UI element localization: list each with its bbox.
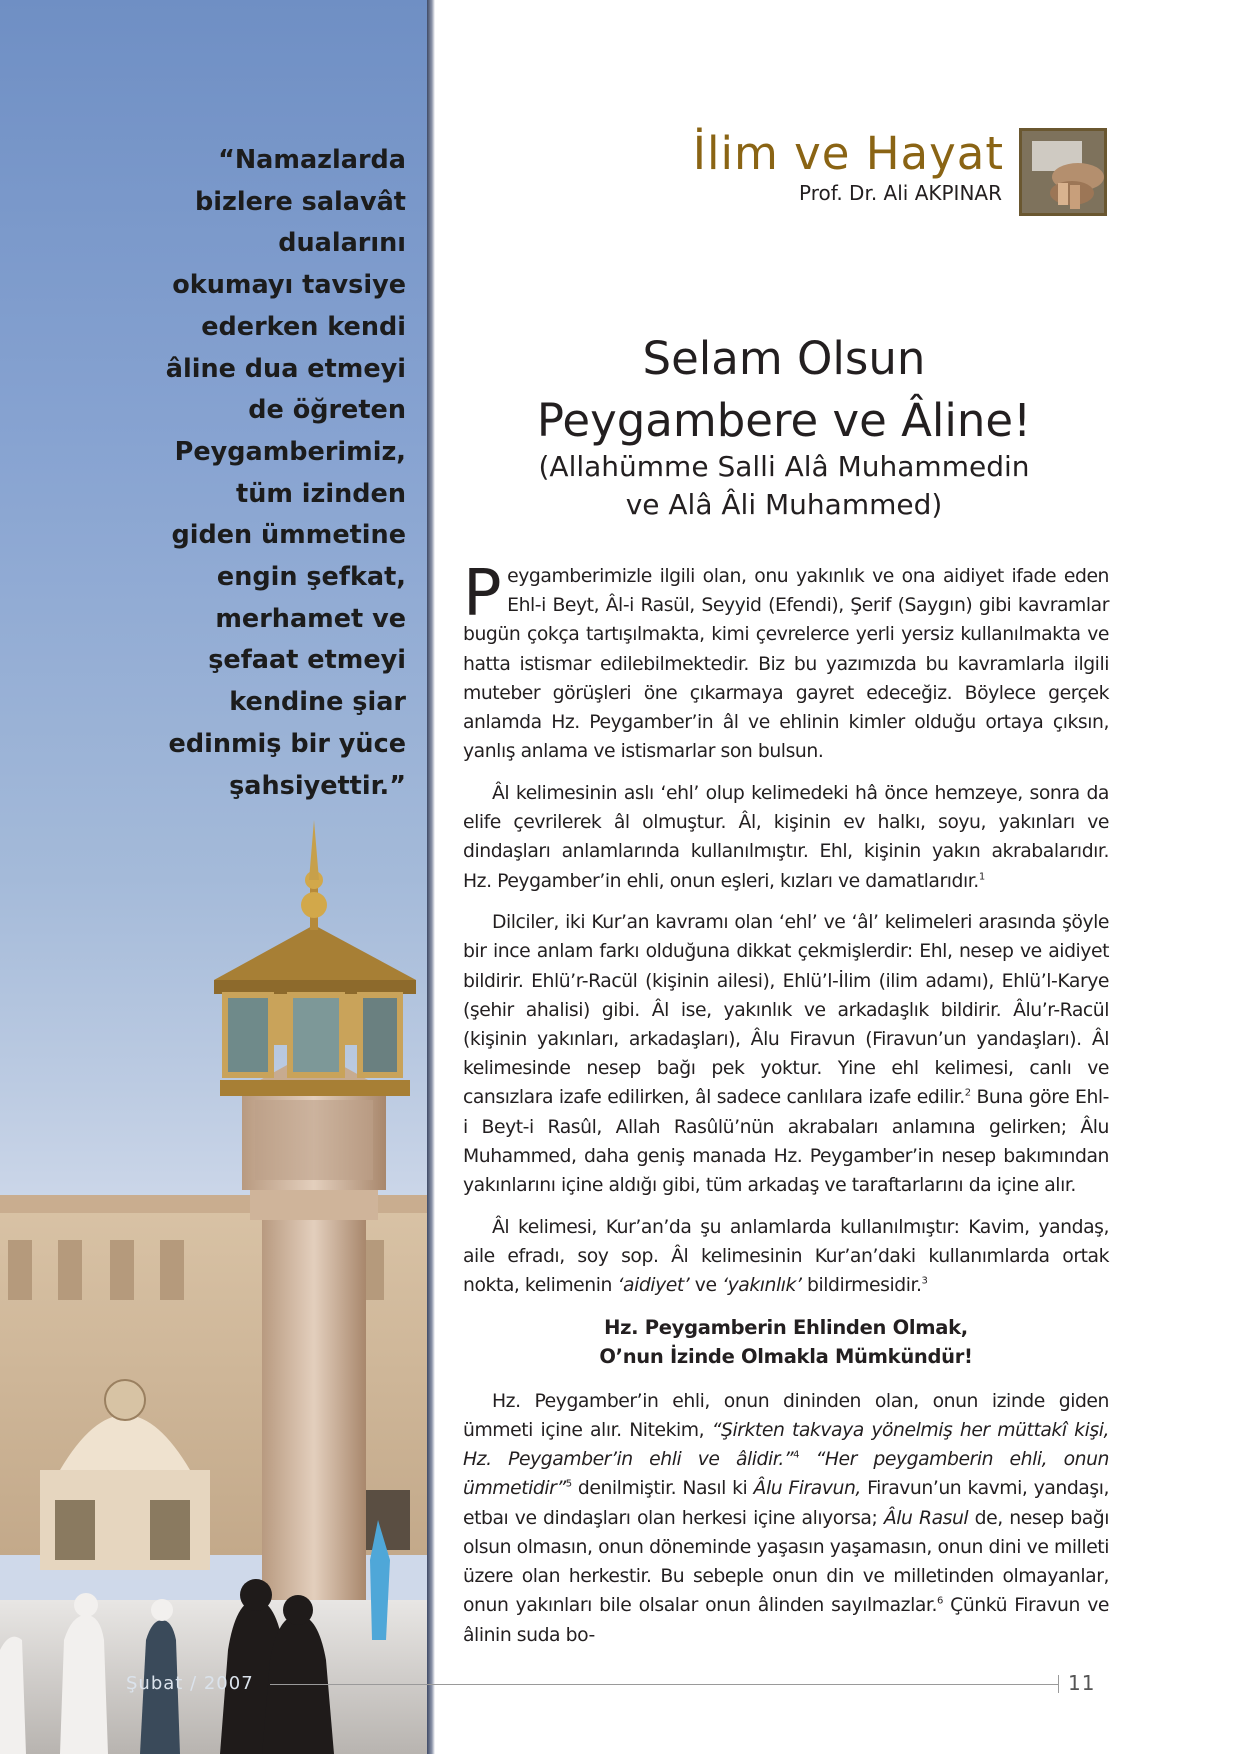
paragraph-4-text: ve (689, 1275, 723, 1297)
article-subtitle-line1: (Allahümme Salli Alâ Muhammedin (538, 450, 1030, 483)
article-body (463, 557, 1110, 1662)
article-subtitle-line2: ve Alâ Âli Muhammed) (625, 488, 943, 521)
paragraph-3 (463, 908, 1109, 1200)
hands-photo-icon (1022, 131, 1104, 213)
quote: “Şirkten takvaya yönelmiş her müttakî kişi, Hz. Peygamber’in ehli ve âlidir.” (463, 1420, 1109, 1471)
issue-date: Şubat / 2007 (126, 1673, 254, 1694)
subheading-line1: Hz. Peygamberin Ehlinden Olmak, (604, 1315, 968, 1339)
paragraph-4 (463, 1213, 1109, 1301)
quote: “Her peygamberin ehli, onun ümmetidir” (463, 1449, 1110, 1500)
footer-rule-tick (1058, 1675, 1059, 1693)
drop-cap: P (463, 557, 502, 631)
paragraph-5-text: Hz. Peygamber’in ehli, onun dininden olan, onun izinde giden ümmeti içine alır. Nitekim, (463, 1390, 1109, 1442)
footnote-ref: 3 (921, 1275, 928, 1287)
paragraph-2 (463, 779, 1109, 896)
paragraph-2-text: Âl kelimesinin aslı ‘ehl’ olup kelimedeki hâ önce hemzeye, sonra da elife çevrilerek âl olmuştur. Âl, kişinin ev halkı, soyu, yakınları ve dindaşları anlamlarında kullanılmıştır. Ehl, kişinin yakın akrabalarıdır. Hz. Peygamber’in ehli, onun eşleri, kızları ve damatlarıdır. (463, 782, 1109, 892)
author-photo (1019, 128, 1107, 216)
pull-quote: “Namazlarda bizlere salavât dualarını okumayı tavsiye ederken kendi âline dua etmeyi de öğreten Peygamberimiz, tüm izinden giden ümmetine engin şefkat, merhamet ve şefaat etmeyi kendine şiar edinmiş bir yüce şahsiyettir.” (165, 145, 406, 801)
paragraph-5-text: denilmiştir. Nasıl ki (571, 1478, 754, 1500)
article-title (500, 328, 1068, 452)
page-number: 11 (1068, 1671, 1096, 1695)
emphasis: ‘aidiyet’ (617, 1275, 690, 1297)
paragraph-4-text: Âl kelimesi, Kur’an’da şu anlamlarda kullanılmıştır: Kavim, yandaş, aile efradı, soy sop. Âl kelimesinin Kur’an’daki kullanımlarda ortak nokta, kelimenin (463, 1216, 1109, 1297)
paragraph-5 (463, 1387, 1109, 1650)
paragraph-3-text-cont: Buna göre Ehl-i Beyt-i Rasûl, Allah Rasûlü’nün akrabaları anlamına gelirken; Âlu Muhammed, daha geniş manada Hz. Peygamber’in nesep bakımından yakınlarını içine aldığı gibi, tüm arkadaş ve taraftarlarını da içine alır. (463, 1087, 1109, 1197)
paragraph-3-text: Dilciler, iki Kur’an kavramı olan ‘ehl’ ve ‘âl’ kelimeleri arasında şöyle bir ince anlam farkı olduğuna dikkat çekmişlerdir: Ehl, nesep ve aidiyet bildirir. Ehlü’r-Racül (kişinin ailesi), Ehlü’l-İlim (ilim adamı), Ehlü’l-Karye (şehir ahalisi) gibi. Âl ise, yakınlık ve arkadaşlık bildirir. Âlu’r-Racül (kişinin yakınları, arkadaşları), Âlu Firavun (Firavun’un yandaşları). Âl kelimesinde nesep bağı pek yoktur. Yine ehl kelimesi, canlı ve cansızlara izafe edilirken, âl sadece canlılara izafe edilir. (463, 912, 1109, 1109)
footnote-ref: 5 (565, 1479, 572, 1491)
emphasis: ‘yakınlık’ (722, 1275, 802, 1297)
footnote-ref: 2 (964, 1088, 971, 1100)
paragraph-5-text (799, 1449, 815, 1470)
paragraph-4-text: bildirmesidir. (801, 1275, 922, 1297)
paragraph-5-text: Firavun’un kavmi, yandaşı, etbaı ve dindaşları olan herkesi içine alıyorsa; (463, 1478, 1109, 1529)
paragraph-1 (463, 557, 1109, 766)
paragraph-5-text: Çünkü Firavun ve âlinin suda bo- (463, 1595, 1110, 1646)
subheading (463, 1313, 1109, 1371)
emphasis: Âlu Firavun, (753, 1478, 861, 1500)
article-subtitle (500, 448, 1068, 524)
footnote-ref: 4 (793, 1450, 800, 1462)
footnote-ref: 1 (978, 871, 985, 883)
footnote-ref: 6 (936, 1596, 943, 1608)
article-title-line2: Peygambere ve Âline! (536, 394, 1032, 447)
emphasis: Âlu Rasul (883, 1507, 969, 1529)
subheading-line2: O’nun İzinde Olmakla Mümkündür! (599, 1344, 973, 1368)
footer-rule (270, 1684, 1058, 1685)
article-title-line1: Selam Olsun (642, 332, 926, 385)
author-name: Prof. Dr. Ali AKPINAR (799, 181, 1002, 205)
photo-column-divider (427, 0, 435, 1754)
paragraph-1-text: eygamberimizle ilgili olan, onu yakınlık ve ona aidiyet ifade eden Ehl-i Beyt, Âl-i Rasül, Seyyid (Efendi), Şerif (Saygın) gibi kavramlar bugün çokça tartışılmakta, kimi çevrelerce yerli yersiz kullanılmakta ve hatta istismar edilebilmektedir. Biz bu yazımızda bu kavramlarla ilgili muteber görüşleri öne çıkarmaya gayret edeceğiz. Böylece gerçek anlamda Hz. Peygamber’in âl ve ehlinin kimler olduğu ortaya çıksın, yanlış anlama ve istismarlar son bulsun. (463, 566, 1109, 763)
section-title: İlim ve Hayat (692, 127, 1004, 180)
paragraph-5-text: de, nesep bağı olsun olmasın, onun döneminde yaşasın yaşamasın, onun dini ve milleti üzere olan herkestir. Bu sebeple onun din ve milletinden olmayanlar, onun yakınları bile olsalar onun âlinden sayılmazlar. (463, 1507, 1109, 1617)
